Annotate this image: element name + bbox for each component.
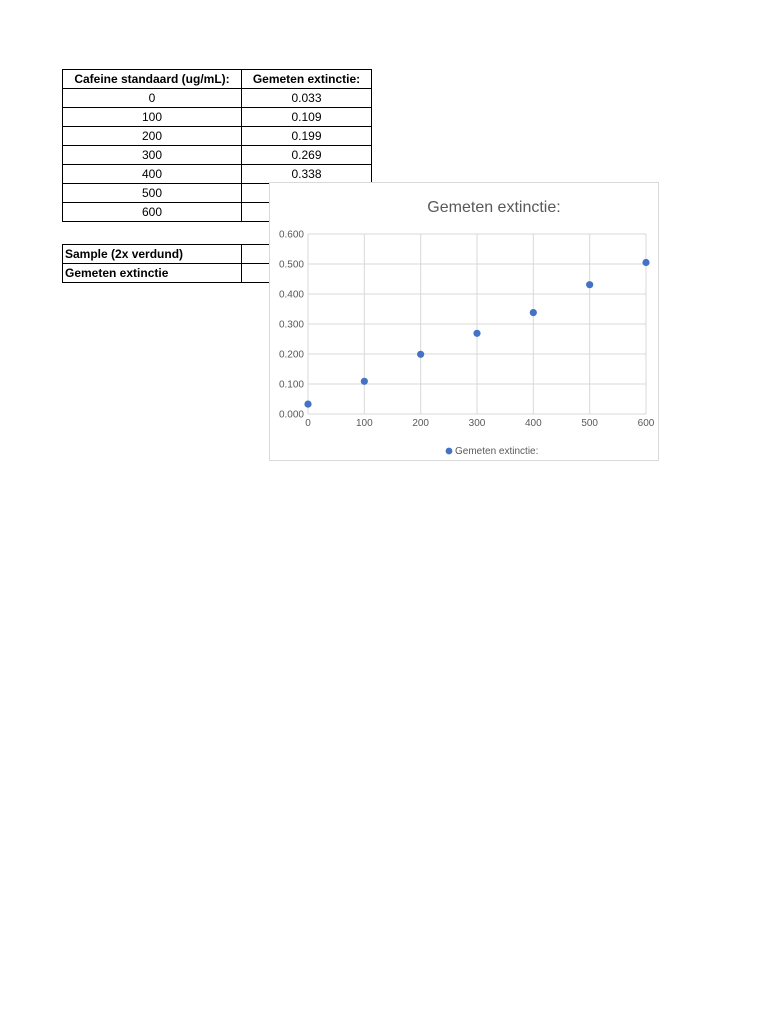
cell-concentration[interactable]: 500: [63, 184, 242, 203]
cell-extinction[interactable]: 0.269: [242, 146, 372, 165]
chart-title: Gemeten extinctie:: [427, 199, 561, 216]
data-point[interactable]: [417, 351, 424, 358]
table-row: [63, 165, 372, 184]
cell-concentration[interactable]: 600: [63, 203, 242, 222]
header-gemeten-extinctie[interactable]: Gemeten extinctie:: [242, 70, 372, 89]
table-row: [63, 108, 372, 127]
table-row: [63, 127, 372, 146]
x-tick-label: 400: [524, 418, 542, 429]
y-tick-label: 0.500: [278, 259, 304, 271]
x-tick-label: 300: [468, 418, 486, 429]
x-tick-label: 100: [355, 418, 373, 429]
scatter-chart[interactable]: [269, 182, 659, 461]
cell-extinction[interactable]: 0.338: [242, 165, 372, 184]
standard-table-header-row: [63, 70, 372, 89]
chart-canvas: [270, 183, 660, 462]
cell-concentration[interactable]: 100: [63, 108, 242, 127]
data-point[interactable]: [642, 259, 649, 266]
legend-marker: [446, 448, 453, 455]
cell-sample-label[interactable]: Sample (2x verdund): [63, 245, 242, 264]
x-axis-ticks: [305, 418, 655, 429]
x-tick-label: 600: [637, 418, 655, 429]
x-tick-label: 200: [412, 418, 430, 429]
cell-extinction[interactable]: 0.109: [242, 108, 372, 127]
data-point[interactable]: [361, 378, 368, 385]
table-row: [63, 146, 372, 165]
data-point[interactable]: [473, 330, 480, 337]
y-tick-label: 0.000: [278, 409, 304, 421]
data-point[interactable]: [530, 309, 537, 316]
gridlines: [308, 234, 646, 414]
cell-extinction[interactable]: 0.199: [242, 127, 372, 146]
cell-concentration[interactable]: 0: [63, 89, 242, 108]
header-cafeine-standaard[interactable]: Cafeine standaard (ug/mL):: [63, 70, 242, 89]
legend-label: Gemeten extinctie:: [455, 446, 539, 457]
cell-sample-extinction-label[interactable]: Gemeten extinctie: [63, 264, 242, 283]
y-tick-label: 0.600: [278, 229, 304, 241]
data-point[interactable]: [304, 401, 311, 408]
cell-concentration[interactable]: 200: [63, 127, 242, 146]
table-row: [63, 89, 372, 108]
y-tick-label: 0.400: [278, 289, 304, 301]
data-point[interactable]: [586, 281, 593, 288]
x-tick-label: 0: [305, 418, 311, 429]
y-tick-label: 0.200: [278, 349, 304, 361]
cell-concentration[interactable]: 400: [63, 165, 242, 184]
y-tick-label: 0.100: [278, 379, 304, 391]
y-tick-label: 0.300: [278, 319, 304, 331]
legend: [446, 446, 539, 457]
cell-concentration[interactable]: 300: [63, 146, 242, 165]
x-tick-label: 500: [581, 418, 599, 429]
y-axis-ticks: [279, 230, 304, 421]
cell-extinction[interactable]: 0.033: [242, 89, 372, 108]
